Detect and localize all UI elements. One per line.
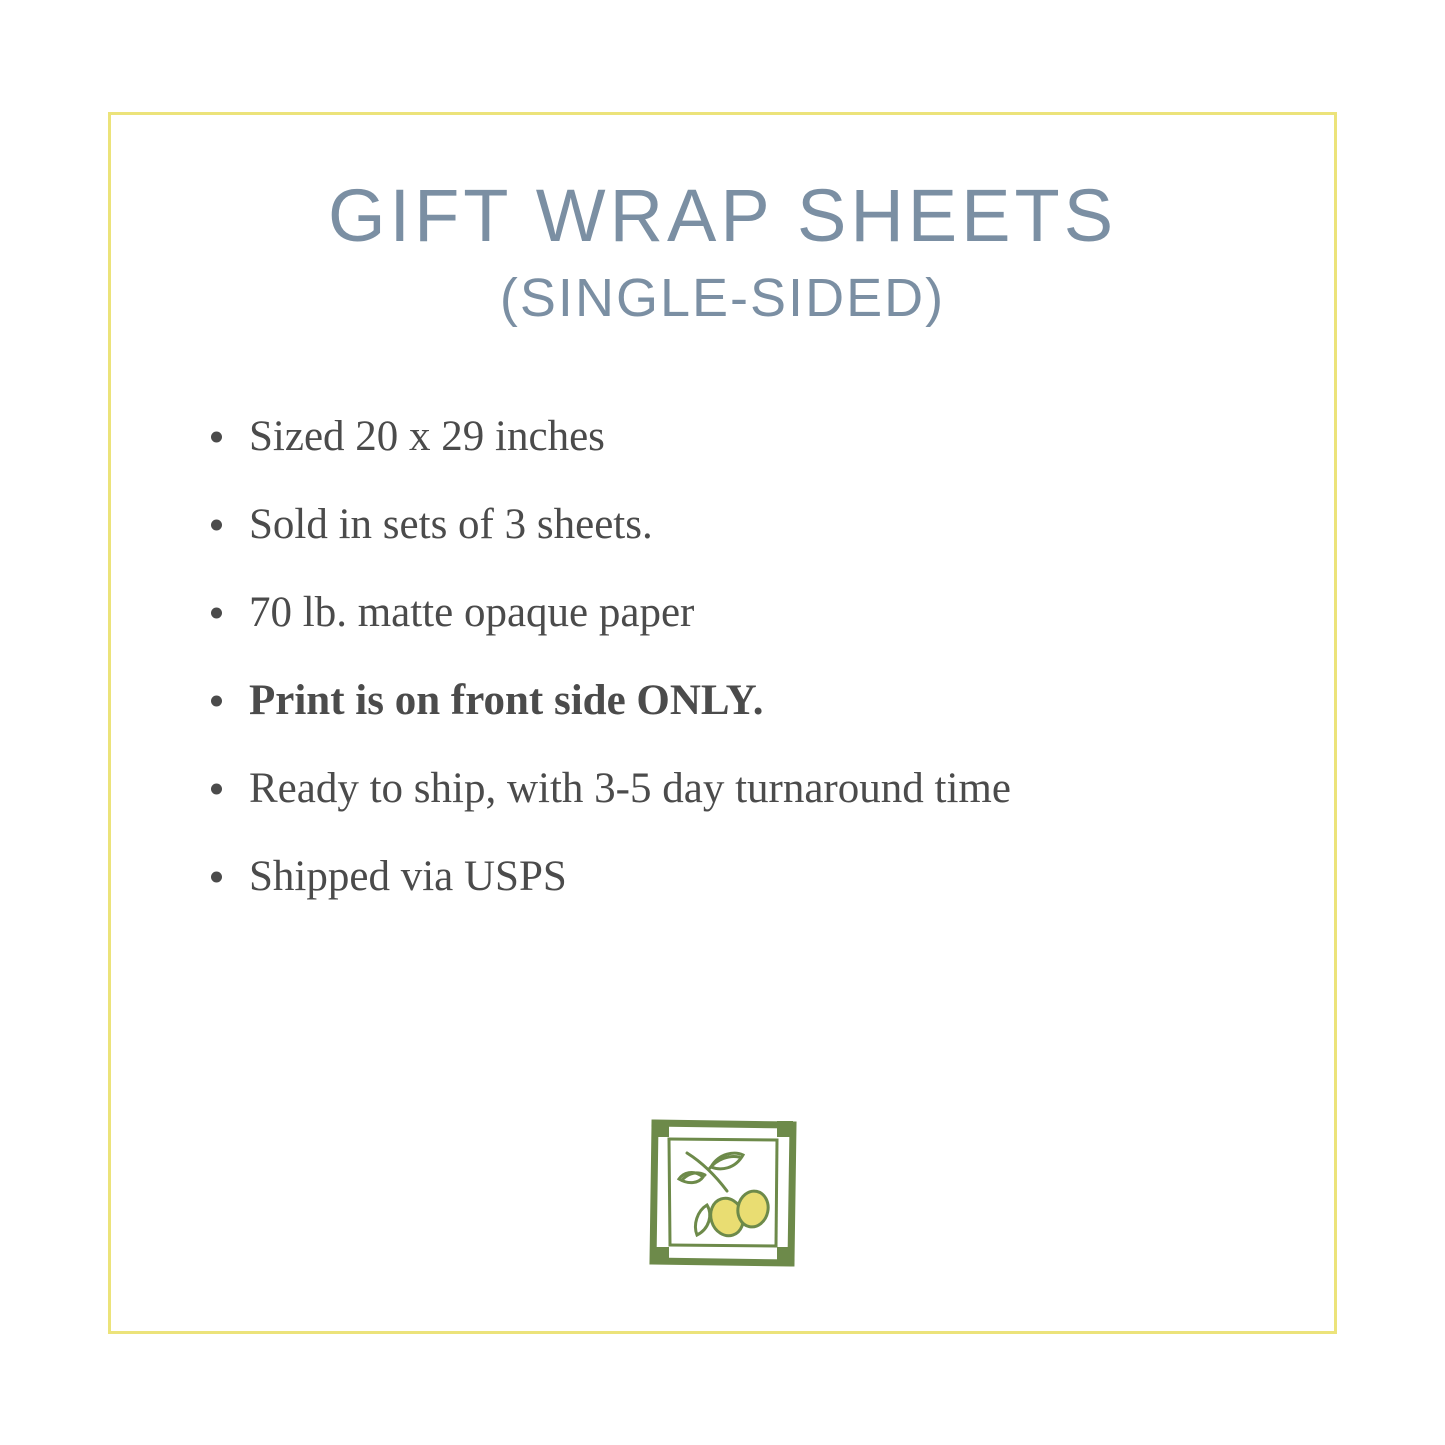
header-block xyxy=(111,174,1334,329)
list-item xyxy=(201,415,1261,458)
list-item xyxy=(201,855,1261,898)
page-title: GIFT WRAP SHEETS xyxy=(327,174,1118,257)
list-item-label: Ready to ship, with 3-5 day turnaround time xyxy=(249,765,1011,812)
list-item-label: 70 lb. matte opaque paper xyxy=(249,589,695,636)
list-item xyxy=(201,767,1261,810)
bullet-icon xyxy=(211,607,222,618)
list-item-label: Print is on front side ONLY. xyxy=(249,677,764,724)
bullet-icon xyxy=(211,519,222,530)
list-item xyxy=(201,591,1261,634)
page-subtitle: (SINGLE-SIDED) xyxy=(499,267,946,328)
list-item-label: Sized 20 x 29 inches xyxy=(249,413,605,460)
bullet-icon xyxy=(211,783,222,794)
bullet-icon xyxy=(211,695,222,706)
bullet-icon xyxy=(211,431,222,442)
lemon-branch-logo xyxy=(643,1113,803,1273)
feature-list xyxy=(201,415,1261,943)
info-card xyxy=(108,112,1337,1334)
list-item xyxy=(201,679,1261,722)
list-item-label: Sold in sets of 3 sheets. xyxy=(249,501,653,548)
list-item-label: Shipped via USPS xyxy=(249,853,567,900)
list-item xyxy=(201,503,1261,546)
bullet-icon xyxy=(211,871,222,882)
